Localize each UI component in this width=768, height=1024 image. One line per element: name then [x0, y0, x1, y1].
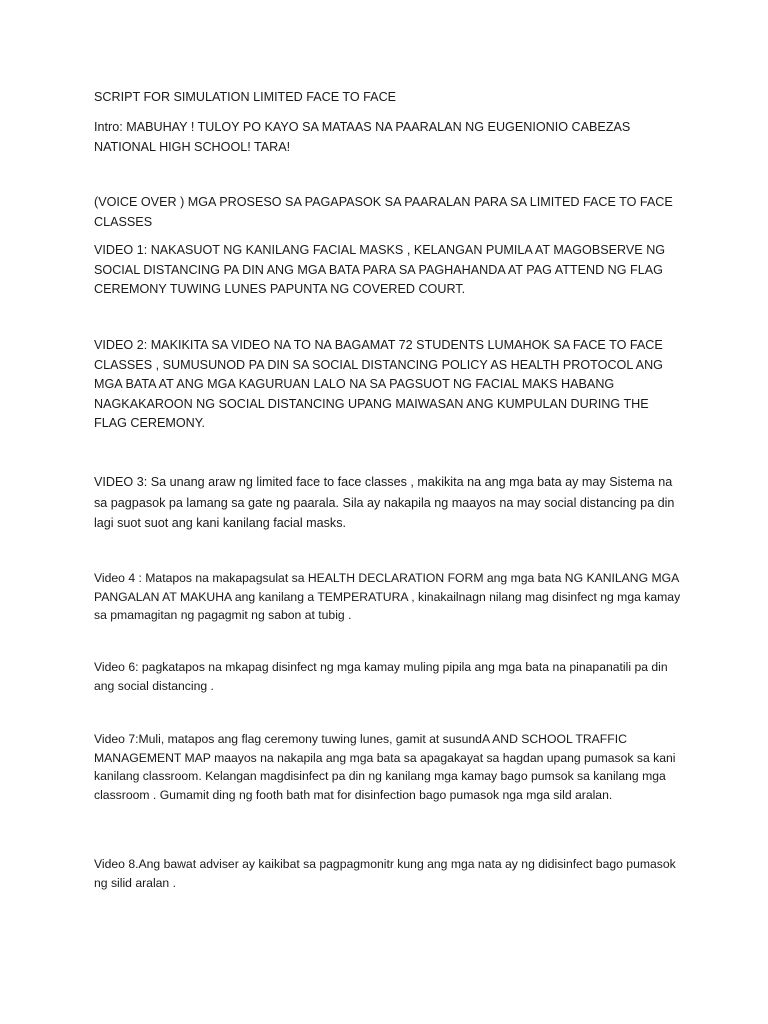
paragraph-video-2: VIDEO 2: MAKIKITA SA VIDEO NA TO NA BAGAMAT 72 STUDENTS LUMAHOK SA FACE TO FACE CLASSES , SUMUSUNOD PA DIN SA SOCIAL DISTANCING POLICY AS HEALTH PROTOCOL ANG MGA BATA AT ANG MGA KAGURUAN LALO NA SA PAGSUOT NG FACIAL MAKS HABANG NAGKAKAROON NG SOCIAL DISTANCING UPANG MAIWASAN ANG KUMPULAN DURING THE FLAG CEREMONY. — [94, 338, 663, 430]
paragraph-voice-over: (VOICE OVER ) MGA PROSESO SA PAGAPASOK SA PAARALAN PARA SA LIMITED FACE TO FACE CLASSES — [94, 195, 673, 229]
paragraph-video-7: Video 7:Muli, matapos ang flag ceremony tuwing lunes, gamit at susundA AND SCHOOL TRAFFIC MANAGEMENT MAP maayos na nakapila ang mga bata sa apagakayat sa hagdan upang pumasok sa kani kanilang classroom. Kelangan magdisinfect pa din ng kanilang mga kamay bago pumsok sa kanilang mga classroom . Gumamit ding ng footh bath mat for disinfection bago pumasok nga mga sild aralan. — [94, 732, 676, 802]
paragraph-intro: Intro: MABUHAY ! TULOY PO KAYO SA MATAAS NA PAARALAN NG EUGENIONIO CABEZAS NATIONAL HIGH SCHOOL! TARA! — [94, 120, 631, 154]
document-title: SCRIPT FOR SIMULATION LIMITED FACE TO FACE — [94, 90, 397, 104]
paragraph-video-8: Video 8.Ang bawat adviser ay kaikibat sa pagpagmonitr kung ang mga nata ay ng didisinfect bago pumasok ng silid aralan . — [94, 857, 676, 890]
paragraph-video-4: Video 4 : Matapos na makapagsulat sa HEALTH DECLARATION FORM ang mga bata NG KANILANG MGA PANGALAN AT MAKUHA ang kanilang a TEMPERATURA , kinakailnagn nilang mag disinfect ng mga kamay sa pmamagitan ng pagagmit ng sabon at tubig . — [94, 571, 681, 622]
paragraph-video-6: Video 6: pagkatapos na mkapag disinfect ng mga kamay muling pipila ang mga bata na pinapanatili pa din ang social distancing . — [94, 660, 668, 693]
paragraph-video-1: VIDEO 1: NAKASUOT NG KANILANG FACIAL MASKS , KELANGAN PUMILA AT MAGOBSERVE NG SOCIAL DISTANCING PA DIN ANG MGA BATA PARA SA PAGHAHANDA AT PAG ATTEND NG FLAG CEREMONY TUWING LUNES PAPUNTA NG COVERED COURT. — [94, 243, 666, 296]
paragraph-video-3: VIDEO 3: Sa unang araw ng limited face to face classes , makikita na ang mga bata ay may Sistema na sa pagpasok pa lamang sa gate ng paarala. Sila ay nakapila ng maayos na may social distancing pa din lagi suot suot ang kani kanilang facial masks. — [94, 475, 675, 530]
